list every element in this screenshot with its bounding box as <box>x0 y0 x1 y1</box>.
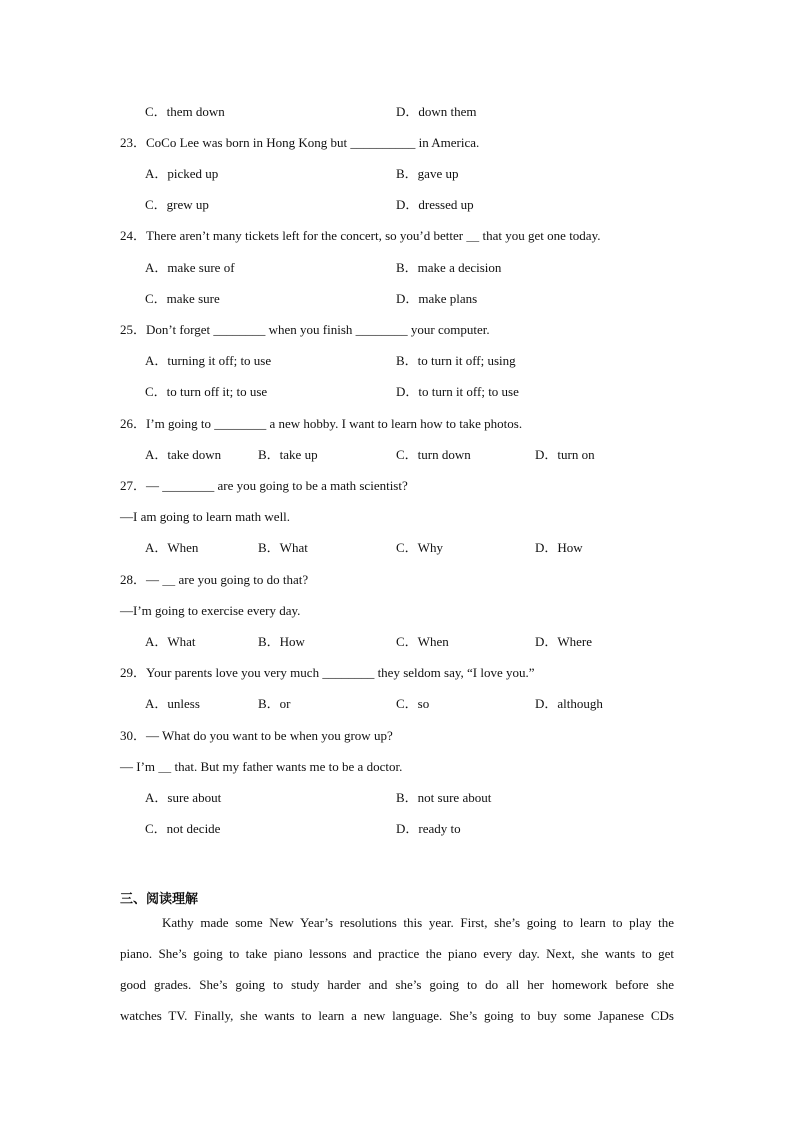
q24-option-a: A．make sure of <box>145 260 235 275</box>
q25-option-c: C．to turn off it; to use <box>145 384 268 399</box>
q28-reply: —I’m going to exercise every day. <box>120 603 301 618</box>
q26-option-d: D．turn on <box>535 447 595 462</box>
q22-option-d: D．down them <box>396 104 477 119</box>
section-heading-reading: 三、阅读理解 <box>120 892 199 907</box>
q28-option-c: C．When <box>396 634 449 649</box>
q25-option-d: D．to turn it off; to use <box>396 384 519 399</box>
q24-option-c: C．make sure <box>145 291 220 306</box>
q23-stem: 23．CoCo Lee was born in Hong Kong but __________ in America. <box>120 135 480 150</box>
q26-option-a: A．take down <box>145 447 222 462</box>
reading-line-1: Kathy made some New Year’s resolutions this year. First, she’s going to learn to play the <box>162 915 674 930</box>
q27-option-d: D．How <box>535 540 583 555</box>
q27-option-a: A．When <box>145 540 199 555</box>
reading-line-4: watches TV. Finally, she wants to learn a new language. She’s going to buy some Japanese CDs <box>120 1008 674 1023</box>
q26-option-b: B．take up <box>258 447 318 462</box>
q26-stem: 26．I’m going to ________ a new hobby. I want to learn how to take photos. <box>120 416 523 431</box>
q27-option-b: B．What <box>258 540 308 555</box>
q29-option-d: D．although <box>535 696 603 711</box>
q27-stem: 27．— ________ are you going to be a math scientist? <box>120 478 408 493</box>
q29-option-c: C．so <box>396 696 430 711</box>
q30-option-d: D．ready to <box>396 821 461 836</box>
q24-stem: 24．There aren’t many tickets left for the concert, so you’d better ＿ that you get one today. <box>120 228 601 243</box>
q24-option-d: D．make plans <box>396 291 478 306</box>
q28-option-d: D．Where <box>535 634 593 649</box>
q29-stem: 29．Your parents love you very much ________ they seldom say, “I love you.” <box>120 665 535 680</box>
q23-option-d: D．dressed up <box>396 197 474 212</box>
q27-option-c: C．Why <box>396 540 443 555</box>
q23-option-a: A．picked up <box>145 166 219 181</box>
q30-option-c: C．not decide <box>145 821 221 836</box>
q25-option-b: B．to turn it off; using <box>396 353 516 368</box>
q22-option-c: C．them down <box>145 104 225 119</box>
reading-line-2: piano. She’s going to take piano lessons and practice the piano every day. Next, she wants to get <box>120 946 674 961</box>
q28-stem: 28．— ＿ are you going to do that? <box>120 572 309 587</box>
q24-option-b: B．make a decision <box>396 260 502 275</box>
q28-option-a: A．What <box>145 634 196 649</box>
q28-option-b: B．How <box>258 634 305 649</box>
q26-option-c: C．turn down <box>396 447 471 462</box>
q23-option-b: B．gave up <box>396 166 459 181</box>
q30-reply: — I’m ＿ that. But my father wants me to be a doctor. <box>120 759 403 774</box>
q23-option-c: C．grew up <box>145 197 209 212</box>
q30-option-b: B．not sure about <box>396 790 492 805</box>
q27-reply: —I am going to learn math well. <box>120 509 291 524</box>
q25-stem: 25．Don’t forget ________ when you finish ________ your computer. <box>120 322 490 337</box>
reading-line-3: good grades. She’s going to study harder and she’s going to do all her homework before she <box>120 977 674 992</box>
q30-option-a: A．sure about <box>145 790 222 805</box>
q29-option-b: B．or <box>258 696 291 711</box>
q25-option-a: A．turning it off; to use <box>145 353 272 368</box>
q30-stem: 30．— What do you want to be when you grow up? <box>120 728 393 743</box>
q29-option-a: A．unless <box>145 696 200 711</box>
